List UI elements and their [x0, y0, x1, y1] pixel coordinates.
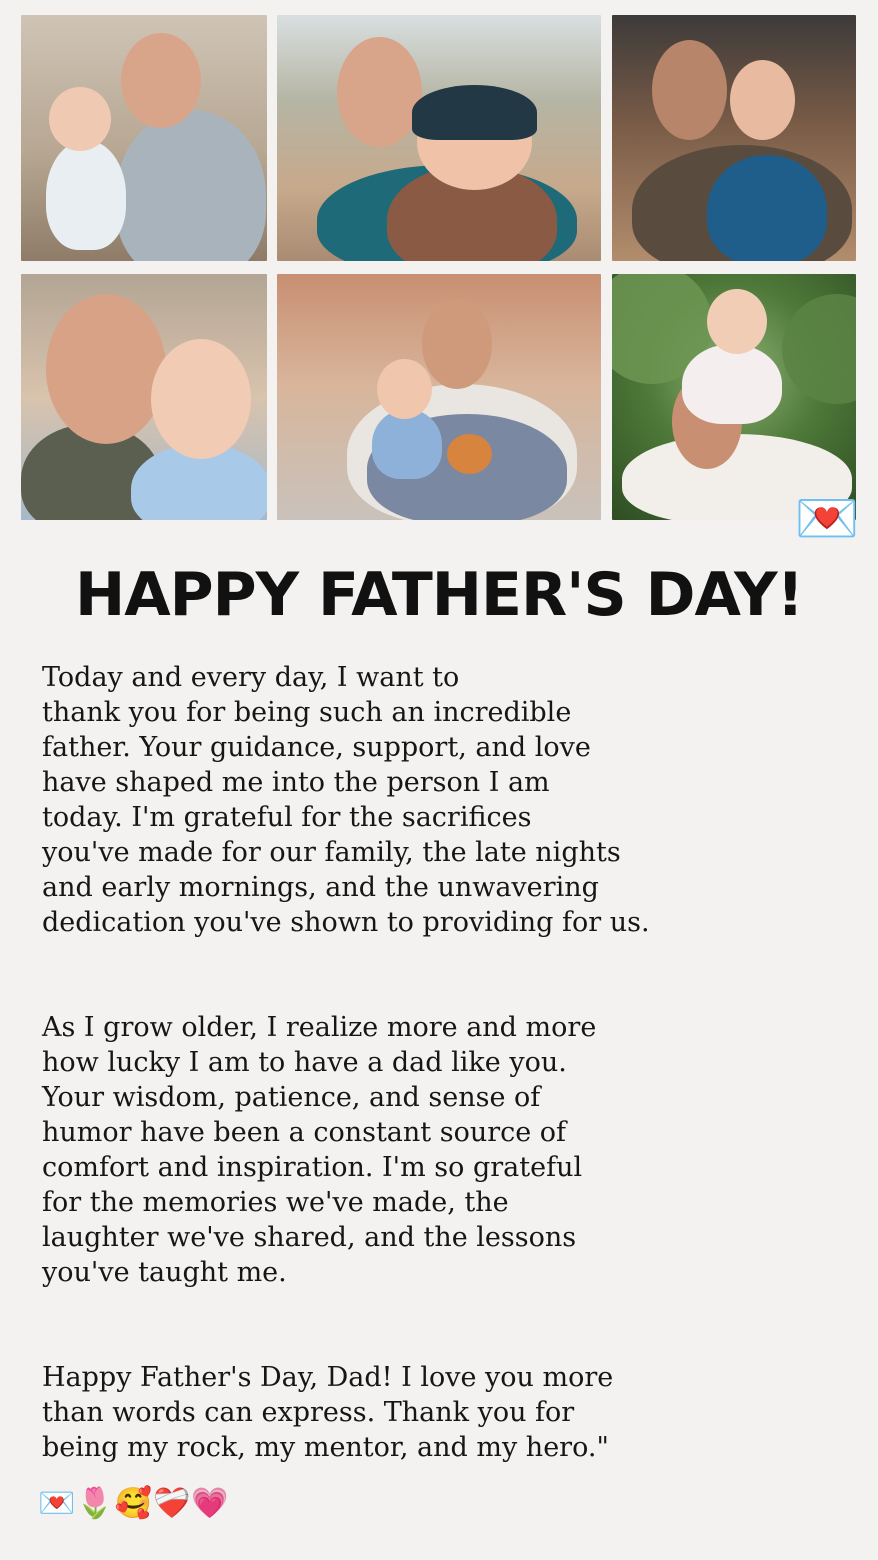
footer-emoji-row: 💌🌷🥰❤️‍🩹💗: [38, 1486, 230, 1521]
photo-father-with-toddler-and-kitten: [277, 274, 601, 520]
photo-father-and-daughter-smiling: [21, 274, 267, 520]
photo-father-hugging-daughter: [612, 15, 856, 261]
message-paragraph-2: As I grow older, I realize more and more how lucky I am to have a dad like you. Your wisdom, patience, and sense of humor have been a constant source of comfort and inspiration. I'm so grateful for the memories we've made, the laughter we've shared, and the lessons you've taught me.: [42, 1012, 597, 1288]
page-title: HAPPY FATHER'S DAY!: [75, 560, 803, 630]
photo-father-carrying-girl-on-shoulders: [612, 274, 856, 520]
love-letter-envelope-icon: 💌: [794, 489, 860, 549]
photo-collage: [0, 0, 878, 530]
photo-father-with-baby-in-hat: [277, 15, 601, 261]
message-paragraph-3: Happy Father's Day, Dad! I love you more than words can express. Thank you for being my rock, my mentor, and my hero.": [42, 1362, 614, 1463]
message-paragraph-1: Today and every day, I want to thank you for being such an incredible father. Your guidance, support, and love have shaped me into the person I am today. I'm grateful for the sacrifices you've made for our family, the late nights and early mornings, and the unwavering dedication you've shown to providing for us.: [42, 662, 650, 938]
photo-father-holding-baby: [21, 15, 267, 261]
